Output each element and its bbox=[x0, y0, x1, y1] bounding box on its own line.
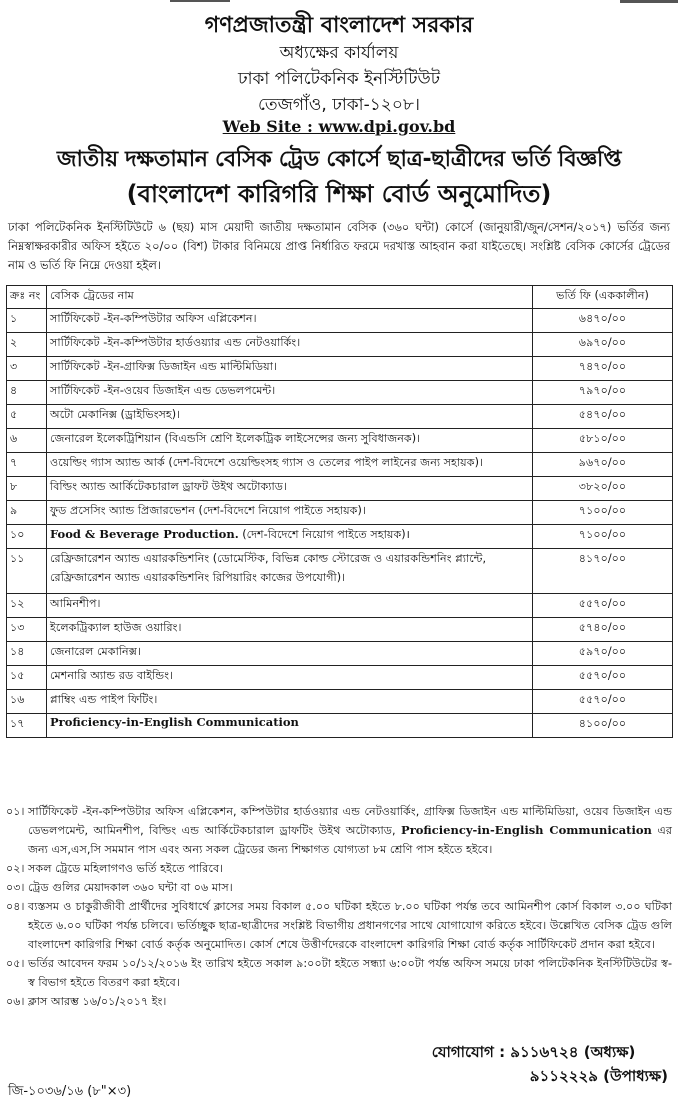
fee-cell: ৭৯৭০/০০ bbox=[533, 381, 673, 405]
fee-cell: ৭১০০/০০ bbox=[533, 525, 673, 549]
trade-fee-table bbox=[6, 285, 673, 738]
edge-mark bbox=[620, 0, 678, 3]
table-row bbox=[7, 333, 673, 357]
office-name: অধ্যক্ষের কার্যালয় bbox=[279, 43, 399, 63]
trade-cell bbox=[47, 525, 533, 549]
note-item bbox=[6, 878, 672, 897]
government-heading: গণপ্রজাতন্ত্রী বাংলাদেশ সরকার bbox=[204, 13, 474, 38]
serial-cell: ১৬ bbox=[7, 690, 47, 714]
column-header-fee: ভর্তি ফি (এককালীন) bbox=[533, 286, 673, 309]
fee-cell: ৪১৭০/০০ bbox=[533, 549, 673, 594]
column-header-serial: ক্রঃ নং bbox=[7, 286, 47, 309]
scan-edge-marks bbox=[0, 0, 678, 6]
trade-cell: মেশনারি অ্যান্ড রড বাইন্ডিং। bbox=[47, 666, 533, 690]
note-text-english: Proficiency-in-English Communication bbox=[401, 823, 652, 837]
fee-cell: ৫৯৭০/০০ bbox=[533, 642, 673, 666]
fee-cell: ৪১০০/০০ bbox=[533, 714, 673, 738]
note-item bbox=[6, 859, 672, 878]
note-item bbox=[6, 897, 672, 954]
note-number: ০৪। bbox=[6, 900, 25, 913]
trade-name-note: (দেশ-বিদেশে নিয়োগ পাইতে সহায়ক)। bbox=[238, 528, 410, 541]
trade-cell: সার্টিফিকেট -ইন-কম্পিউটার হার্ডওয়্যার এন্ড নেটওয়ার্কিং। bbox=[47, 333, 533, 357]
trade-cell: বিল্ডিং অ্যান্ড আর্কিটেকচারাল ড্রাফট উইথ অটোক্যাড। bbox=[47, 477, 533, 501]
fee-cell: ৫৪৭০/০০ bbox=[533, 405, 673, 429]
notice-subtitle: (বাংলাদেশ কারিগরি শিক্ষা বোর্ড অনুমোদিত) bbox=[126, 180, 552, 208]
table-row bbox=[7, 477, 673, 501]
reference-number: জি-১০৩৬/১৬ (৮"×৩) bbox=[8, 1084, 132, 1099]
serial-cell: ১০ bbox=[7, 525, 47, 549]
note-text: ট্রেড গুলির মেয়াদকাল ৩৬০ ঘন্টা বা ০৬ মাস। bbox=[28, 881, 233, 894]
serial-cell: ১৪ bbox=[7, 642, 47, 666]
table-row bbox=[7, 666, 673, 690]
note-text bbox=[28, 802, 672, 859]
note-number: ০২। bbox=[6, 862, 25, 875]
fee-cell: ৫৫৭০/০০ bbox=[533, 594, 673, 618]
trade-cell: সার্টিফিকেট -ইন-ওয়েব ডিজাইন এন্ড ডেভলপমেন্ট। bbox=[47, 381, 533, 405]
serial-cell: ১৭ bbox=[7, 714, 47, 738]
serial-cell: ১২ bbox=[7, 594, 47, 618]
table-row bbox=[7, 690, 673, 714]
fee-cell: ৭১০০/০০ bbox=[533, 501, 673, 525]
fee-cell: ৬৯৭০/০০ bbox=[533, 333, 673, 357]
website-line: Web Site : www.dpi.gov.bd bbox=[222, 117, 456, 136]
serial-cell: ১৫ bbox=[7, 666, 47, 690]
note-item bbox=[6, 802, 672, 859]
note-text-part: এর জন্য এস,এস,সি সমমান পাস এবং অন্য সকল ট্রেডের জন্য শিক্ষাগত যোগ্যতা ৮ম শ্রেণি পাস হইতে হইবে। bbox=[28, 824, 672, 856]
table-row bbox=[7, 429, 673, 453]
trade-cell: জেনারেল ইলেকট্রিশিয়ান (বিএন্ডসি শ্রেণি ইলেকট্রিক লাইসেন্সের জন্য সুবিধাজনক)। bbox=[47, 429, 533, 453]
fee-cell: ৫৫৭০/০০ bbox=[533, 690, 673, 714]
edge-mark bbox=[170, 0, 230, 2]
column-header-trade: বেসিক ট্রেডের নাম bbox=[47, 286, 533, 309]
note-number: ০৩। bbox=[6, 881, 25, 894]
trade-cell: রেফ্রিজারেশন অ্যান্ড এয়ারকন্ডিশনিং (ডোমেস্টিক, বিভিন্ন কোল্ড স্টোরেজ ও এয়ারকন্ডিশনিং প্ল্যান্টে, রেফ্রিজারেশন অ্যান্ড এয়ারকন্ডিশনিং রিপিয়ারিং কাজের উপযোগী)। bbox=[47, 549, 533, 594]
contact-block bbox=[432, 1040, 668, 1088]
serial-cell: ৪ bbox=[7, 381, 47, 405]
fee-cell: ৩৮২০/০০ bbox=[533, 477, 673, 501]
fee-cell: ৬৪৭০/০০ bbox=[533, 309, 673, 333]
table-row bbox=[7, 618, 673, 642]
table-row bbox=[7, 309, 673, 333]
serial-cell: ৭ bbox=[7, 453, 47, 477]
intro-paragraph: ঢাকা পলিটেকনিক ইনস্টিটিউটে ৬ (ছয়) মাস মেয়াদী জাতীয় দক্ষতামান বেসিক (৩৬০ ঘন্টা) কোর্সে (জানুয়ারী/জুন/সেশন/২০১৭) ভর্তির জন্য নিম্নস্বাক্ষরকারীর অফিস হইতে ২০/০০ (বিশ) টাকার বিনিময়ে প্রাপ্ত নির্ধারিত ফরমে দরখাস্ত আহবান করা যাইতেছে। সংশ্লিষ্ট বেসিক কোর্সের ট্রেডের নাম ও ভর্তি ফি নিম্নে দেওয়া হইল। bbox=[8, 220, 670, 272]
fee-cell: ৫৫৭০/০০ bbox=[533, 666, 673, 690]
fee-cell: ৭৪৭০/০০ bbox=[533, 357, 673, 381]
note-number: ০৫। bbox=[6, 957, 25, 970]
serial-cell: ১১ bbox=[7, 549, 47, 594]
note-text: ব্যস্তসম ও চাকুরীজীবী প্রার্থীদের সুবিধার্থে ক্লাসের সময় বিকাল ৫.০০ ঘটিকা হইতে ৮.০০ ঘটিকা পর্যন্ত তবে আমিনশীপ কোর্স বিকাল ৩.০০ ঘটিকা হইতে ৬.০০ ঘটিকা পর্যন্ত চলিবে। ভর্তিচ্ছুক ছাত্র-ছাত্রীদের সংশ্লিষ্ট বিভাগীয় প্রধানগণের সাথে যোগাযোগ করিতে হইবে। উল্লেখিত বেসিক ট্রেড গুলি বাংলাদেশ কারিগরি শিক্ষা বোর্ড কর্তৃক অনুমোদিত। কোর্স শেষে উত্তীর্ণদেরকে বাংলাদেশ কারিগরি শিক্ষা বোর্ড কর্তৃক সার্টিফিকেট প্রদান করা হইবে। bbox=[28, 900, 672, 951]
serial-cell: ৫ bbox=[7, 405, 47, 429]
trade-name-english: Food & Beverage Production. bbox=[50, 527, 239, 541]
table-row bbox=[7, 525, 673, 549]
notice-title: জাতীয় দক্ষতামান বেসিক ট্রেড কোর্সে ছাত্র-ছাত্রীদের ভর্তি বিজ্ঞপ্তি bbox=[56, 147, 622, 172]
trade-cell: আমিনশীপ। bbox=[47, 594, 533, 618]
trade-cell: ওয়েল্ডিং গ্যাস অ্যান্ড আর্ক (দেশ-বিদেশে ওয়েল্ডিংসহ গ্যাস ও তেলের পাইপ লাইনের জন্য সহায়ক)। bbox=[47, 453, 533, 477]
table-row bbox=[7, 714, 673, 738]
note-number: ০১। bbox=[6, 805, 25, 818]
institute-name: ঢাকা পলিটেকনিক ইনস্টিটিউট bbox=[237, 69, 441, 89]
contact-principal: যোগাযোগ : ৯১১৬৭২৪ (অধ্যক্ষ) bbox=[431, 1043, 636, 1061]
serial-cell: ৩ bbox=[7, 357, 47, 381]
fee-cell: ৫৭৪০/০০ bbox=[533, 618, 673, 642]
contact-vice-principal: ৯১১২২২৯ (উপাধ্যক্ষ) bbox=[529, 1067, 668, 1085]
table-row bbox=[7, 501, 673, 525]
table-row bbox=[7, 405, 673, 429]
note-text: ভর্তির আবেদন ফরম ১০/১২/২০১৬ ইং তারিখ হইতে সকাল ৯:০০টা হইতে সন্ধ্যা ৬:০০টা পর্যন্ত অফিস সময়ে ঢাকা পলিটেকনিক ইনস্টিটিউটের স্ব-স্ব বিভাগ হইতে বিতরণ করা হইবে। bbox=[28, 957, 672, 989]
table-row bbox=[7, 549, 673, 594]
table-row bbox=[7, 453, 673, 477]
serial-cell: ১৩ bbox=[7, 618, 47, 642]
table-row bbox=[7, 642, 673, 666]
trade-name-english: Proficiency-in-English Communication bbox=[50, 715, 299, 729]
fee-cell: ৫৮১০/০০ bbox=[533, 429, 673, 453]
note-number: ০৬। bbox=[6, 995, 25, 1008]
trade-cell: ফুড প্রসেসিং অ্যান্ড প্রিজারভেশন (দেশ-বিদেশে নিয়োগ পাইতে সহায়ক)। bbox=[47, 501, 533, 525]
table-header-row bbox=[7, 286, 673, 309]
trade-cell: ইলেকট্রিক্যাল হাউজ ওয়ারিং। bbox=[47, 618, 533, 642]
notes-list bbox=[6, 802, 672, 1011]
institute-address: তেজগাঁও, ঢাকা-১২০৮। bbox=[257, 95, 420, 115]
trade-cell bbox=[47, 714, 533, 738]
note-item bbox=[6, 954, 672, 992]
serial-cell: ৮ bbox=[7, 477, 47, 501]
note-text: ক্লাস আরম্ভ ১৬/০১/২০১৭ ইং। bbox=[28, 995, 167, 1008]
table-row bbox=[7, 357, 673, 381]
trade-cell: অটো মেকানিক্স (ড্রাইভিংসহ)। bbox=[47, 405, 533, 429]
trade-cell: সার্টিফিকেট -ইন-কম্পিউটার অফিস এপ্লিকেশন। bbox=[47, 309, 533, 333]
note-text-part: সার্টিফিকেট -ইন-কম্পিউটার অফিস এপ্লিকেশন, কম্পিউটার হার্ডওয়্যার এন্ড নেটওয়ার্কিং, গ্রাফিক্স ডিজাইন এন্ড মাল্টিমিডিয়া, ওয়েব ডিজাইন এন্ড ডেভলপমেন্ট, আমিনশীপ, বিল্ডিং এন্ড আর্কিটেকচারাল ড্রাফটিং উইথ অটোক্যাড, bbox=[28, 805, 672, 837]
fee-cell: ৯৬৭০/০০ bbox=[533, 453, 673, 477]
note-text: সকল ট্রেডে মহিলাগণও ভর্তি হইতে পারিবে। bbox=[28, 862, 224, 875]
trade-cell: সার্টিফিকেট -ইন-গ্রাফিক্স ডিজাইন এন্ড মাল্টিমিডিয়া। bbox=[47, 357, 533, 381]
table-row bbox=[7, 381, 673, 405]
trade-cell: জেনারেল মেকানিক্স। bbox=[47, 642, 533, 666]
serial-cell: ৬ bbox=[7, 429, 47, 453]
trade-cell: প্লাম্বিং এন্ড পাইপ ফিটিং। bbox=[47, 690, 533, 714]
serial-cell: ৯ bbox=[7, 501, 47, 525]
serial-cell: ২ bbox=[7, 333, 47, 357]
note-item bbox=[6, 992, 672, 1011]
table-row bbox=[7, 594, 673, 618]
serial-cell: ১ bbox=[7, 309, 47, 333]
